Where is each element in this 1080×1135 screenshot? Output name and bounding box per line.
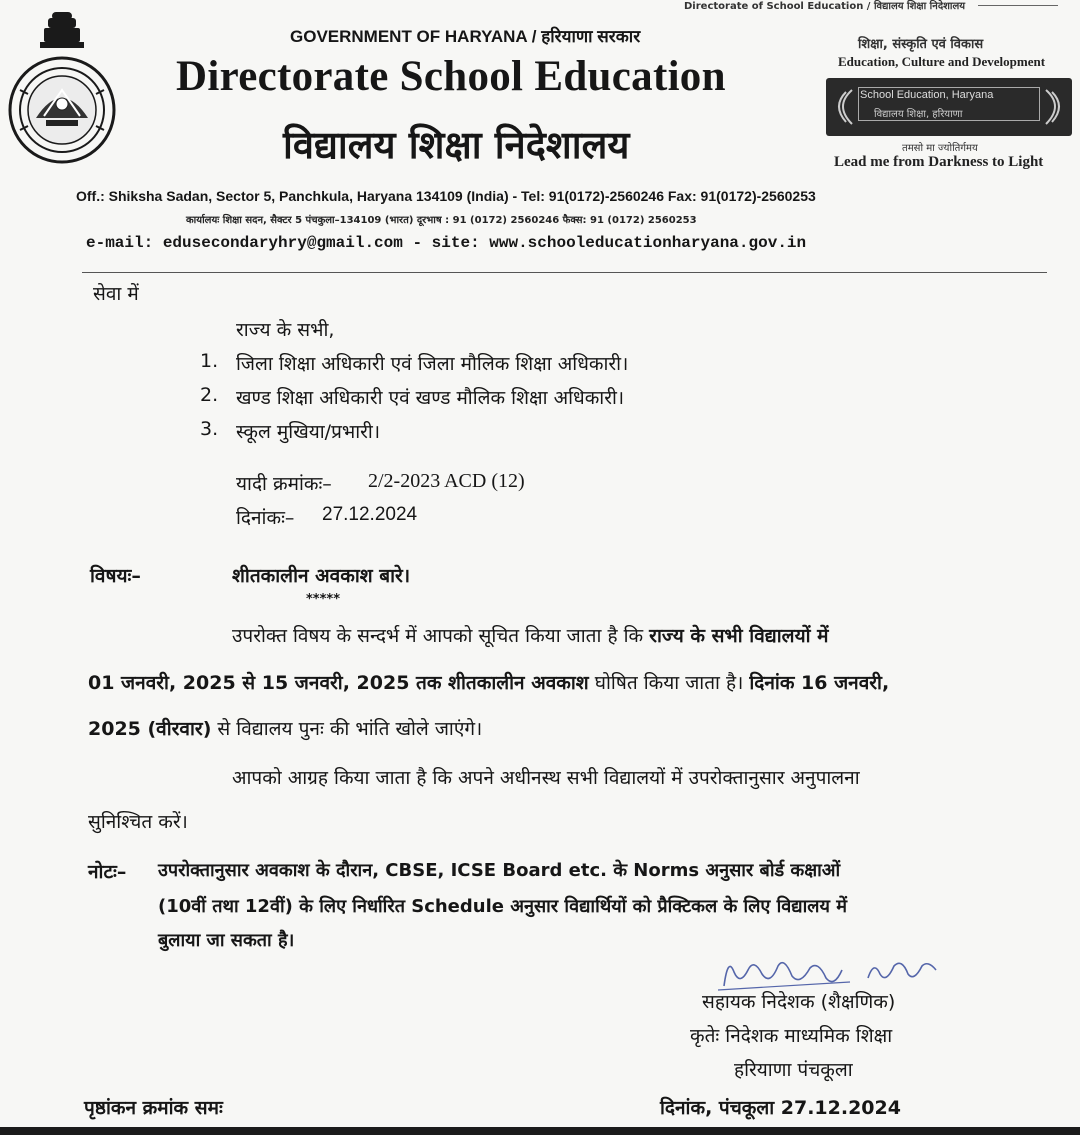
directorate-title-en: Directorate School Education [176, 53, 726, 100]
para1-text: उपरोक्त विषय के सन्दर्भ में आपको सूचित किया जाता है कि [232, 625, 650, 647]
endorsement-number: पृष्ठांकन क्रमांक समः [84, 1097, 223, 1119]
tagline-en: Education, Culture and Development [838, 54, 1046, 69]
wing-right-icon [1044, 88, 1068, 126]
para1-text: से विद्यालय पुनः की भांति खोले जाएंगे। [211, 718, 483, 740]
address-hi: कार्यालयः शिक्षा सदन, सैक्टर 5 पंचकुला–134109 (भारत) दूरभाष : 91 (0172) 2560246 फैक्स: 91 (0172) 2560253 [186, 215, 697, 226]
header-divider [82, 272, 1047, 273]
recipient-item: खण्ड शिक्षा अधिकारी एवं खण्ड मौलिक शिक्षा अधिकारी। [236, 387, 625, 409]
tagline-hi: शिक्षा, संस्कृति एवं विकास [858, 37, 984, 52]
para1-text: घोषित किया जाता है। [588, 672, 750, 694]
para2-line2: सुनिश्चित करें। [88, 811, 188, 833]
haryana-emblem-logo [6, 8, 118, 170]
note-line2: (10वीं तथा 12वीं) के लिए निर्धारित Schedule अनुसार विद्यार्थियों को प्रैक्टिकल के लिए विद्यालय में [158, 896, 847, 917]
para2-line1: आपको आग्रह किया जाता है कि अपने अधीनस्थ सभी विद्यालयों में उपरोक्तानुसार अनुपालना [232, 767, 860, 789]
para1-line3 [88, 715, 482, 741]
signatory-location: हरियाणा पंचकूला [734, 1059, 853, 1081]
motto-hi: तमसो मा ज्योतिर्गमय [902, 143, 978, 154]
recipient-number: 2. [200, 384, 219, 406]
reopen-date: दिनांक 16 जनवरी, [749, 672, 890, 694]
reopen-day: 2025 (वीरवार) [88, 718, 212, 740]
badge-text-hi: विद्यालय शिक्षा, हरियाणा [874, 109, 963, 120]
signatory-designation: सहायक निदेशक (शैक्षणिक) [702, 991, 896, 1013]
government-line: GOVERNMENT OF HARYANA / हरियाणा सरकार [290, 27, 641, 46]
holiday-dates: 01 जनवरी, 2025 से 15 जनवरी, 2025 तक शीतकालीन अवकाश [88, 672, 589, 694]
para1-line1 [232, 622, 829, 648]
badge-text-en: School Education, Haryana [860, 89, 994, 101]
note-label: नोटः– [88, 861, 127, 883]
address-en: Off.: Shiksha Sadan, Sector 5, Panchkula, Haryana 134109 (India) - Tel: 91(0172)-2560246 Fax: 91(0172)-2560253 [76, 188, 816, 204]
top-note-line [978, 5, 1058, 6]
motto-en: Lead me from Darkness to Light [834, 154, 1044, 170]
recipients-intro: राज्य के सभी, [236, 319, 335, 341]
handwritten-signature [718, 952, 948, 992]
memo-number: 2/2-2023 ACD (12) [368, 470, 525, 492]
para1-emphasis: राज्य के सभी विद्यालयों में [649, 625, 829, 647]
subject-label: विषयः– [90, 565, 141, 587]
recipient-number: 1. [200, 350, 219, 372]
recipient-item: जिला शिक्षा अधिकारी एवं जिला मौलिक शिक्षा अधिकारी। [236, 353, 629, 375]
contact-email-site: e-mail: edusecondaryhry@gmail.com - site: www.schooleducationharyana.gov.in [86, 234, 807, 252]
recipient-item: स्कूल मुखिया/प्रभारी। [236, 421, 381, 443]
wing-left-icon [830, 88, 854, 126]
subject-stars: ***** [306, 592, 340, 607]
para1-line2 [88, 669, 889, 695]
signatory-for: कृतेः निदेशक माध्यमिक शिक्षा [690, 1025, 893, 1047]
subject-text: शीतकालीन अवकाश बारे। [232, 565, 411, 587]
date-label: दिनांकः– [236, 507, 295, 529]
top-note: Directorate of School Education / विद्यालय शिक्षा निदेशालय [684, 1, 966, 12]
letter-date: 27.12.2024 [322, 504, 418, 525]
note-line3: बुलाया जा सकता है। [158, 930, 295, 951]
note-line1: उपरोक्तानुसार अवकाश के दौरान, CBSE, ICSE Board etc. के Norms अनुसार बोर्ड कक्षाओं [158, 860, 841, 881]
salutation: सेवा में [93, 283, 139, 305]
recipient-number: 3. [200, 418, 219, 440]
bottom-edge [0, 1127, 1080, 1135]
memo-label: यादी क्रमांकः– [236, 473, 332, 495]
footer-date: दिनांक, पंचकूला 27.12.2024 [660, 1097, 901, 1119]
directorate-title-hi: विद्यालय शिक्षा निदेशालय [283, 123, 630, 167]
